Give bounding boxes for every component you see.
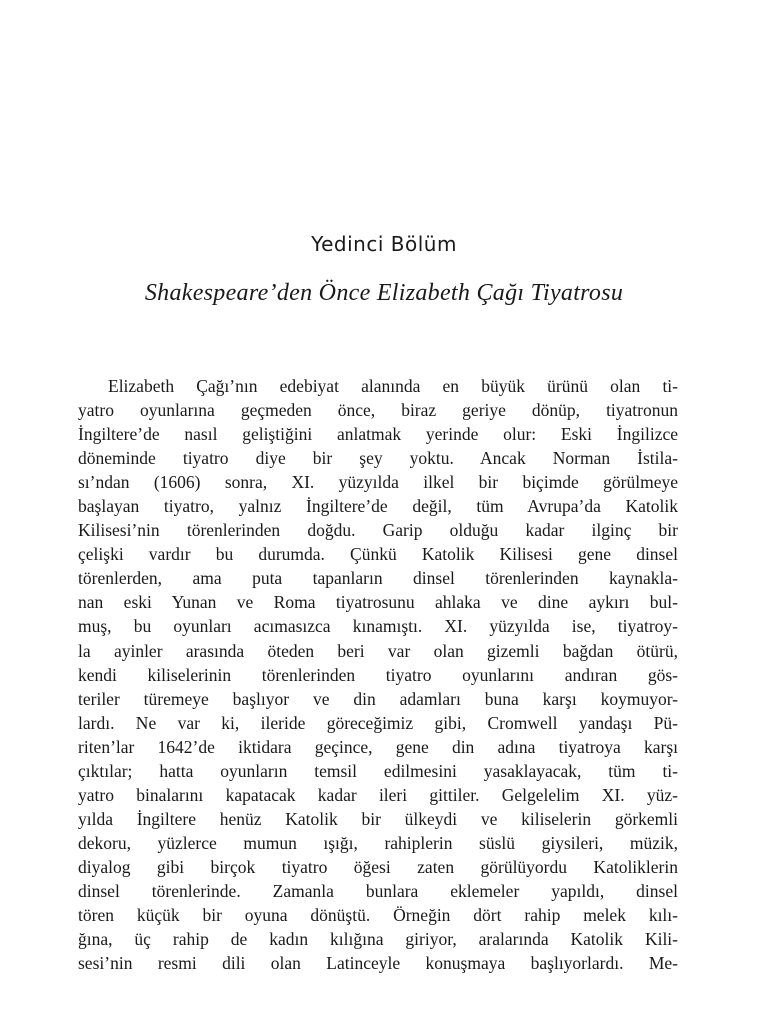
text-line: muş, bu oyunları acımasızca kınamıştı. XI. yüzyılda ise, tiyatroy- [78,616,678,637]
text-line: Kilisesi’nin törenlerinden doğdu. Garip olduğu kadar ilginç bir [78,520,678,541]
text-line: yatro oyunlarına geçmeden önce, biraz geriye dönüp, tiyatronun [78,400,678,421]
text-line: törenlerden, ama puta tapanların dinsel törenlerinden kaynakla- [78,568,678,589]
chapter-label: Yedinci Bölüm [311,232,457,256]
text-line: sı’ndan (1606) sonra, XI. yüzyılda ilkel bir biçimde görülmeye [78,472,678,493]
chapter-title: Shakespeare’den Önce Elizabeth Çağı Tiyatrosu [144,280,624,306]
text-line: yatro binalarını kapatacak kadar ileri gittiler. Gelgelelim XI. yüz- [78,784,678,805]
text-line: dinsel törenlerinde. Zamanla bunlara eklemeler yapıldı, dinsel [78,880,678,901]
body-paragraph [78,374,678,975]
text-line: dekoru, yüzlerce mumun ışığı, rahiplerin süslü giysileri, müzik, [78,832,678,853]
text-line: kendi kiliselerinin törenlerinden tiyatro oyunlarını andıran gös- [78,664,678,685]
text-line: sesi’nin resmi dili olan Latinceyle konuşmaya başlıyorlardı. Me- [78,953,678,974]
text-line: yılda İngiltere henüz Katolik bir ülkeydi ve kiliselerin görkemli [78,808,678,829]
text-line: teriler türemeye başlıyor ve din adamları buna karşı koymuyor- [78,688,678,709]
text-line: ğına, üç rahip de kadın kılığına giriyor, aralarında Katolik Kili- [78,929,678,950]
text-line: çıktılar; hatta oyunların temsil edilmesini yasaklayacak, tüm ti- [78,760,678,781]
text-line: başlayan tiyatro, yalnız İngiltere’de değil, tüm Avrupa’da Katolik [78,496,678,517]
text-line: nan eski Yunan ve Roma tiyatrosunu ahlaka ve dine aykırı bul- [78,592,678,613]
text-line: çelişki vardır bu durumda. Çünkü Katolik Kilisesi gene dinsel [78,544,678,565]
text-line: riten’lar 1642’de iktidara geçince, gene din adına tiyatroya karşı [78,736,678,757]
text-line: Elizabeth Çağı’nın edebiyat alanında en büyük ürünü olan ti- [108,376,678,396]
text-line: döneminde tiyatro diye bir şey yoktu. Ancak Norman İstila- [78,448,678,469]
text-line: la ayinler arasında öteden beri var olan gizemli bağdan ötürü, [78,640,678,661]
text-line: İngiltere’de nasıl geliştiğini anlatmak yerinde olur: Eski İngilizce [78,424,678,445]
text-line: diyalog gibi birçok tiyatro öğesi zaten görülüyordu Katoliklerin [78,856,678,877]
text-line: lardı. Ne var ki, ileride göreceğimiz gibi, Cromwell yandaşı Pü- [78,712,678,733]
text-line: tören küçük bir oyuna dönüştü. Örneğin dört rahip melek kılı- [78,905,678,926]
